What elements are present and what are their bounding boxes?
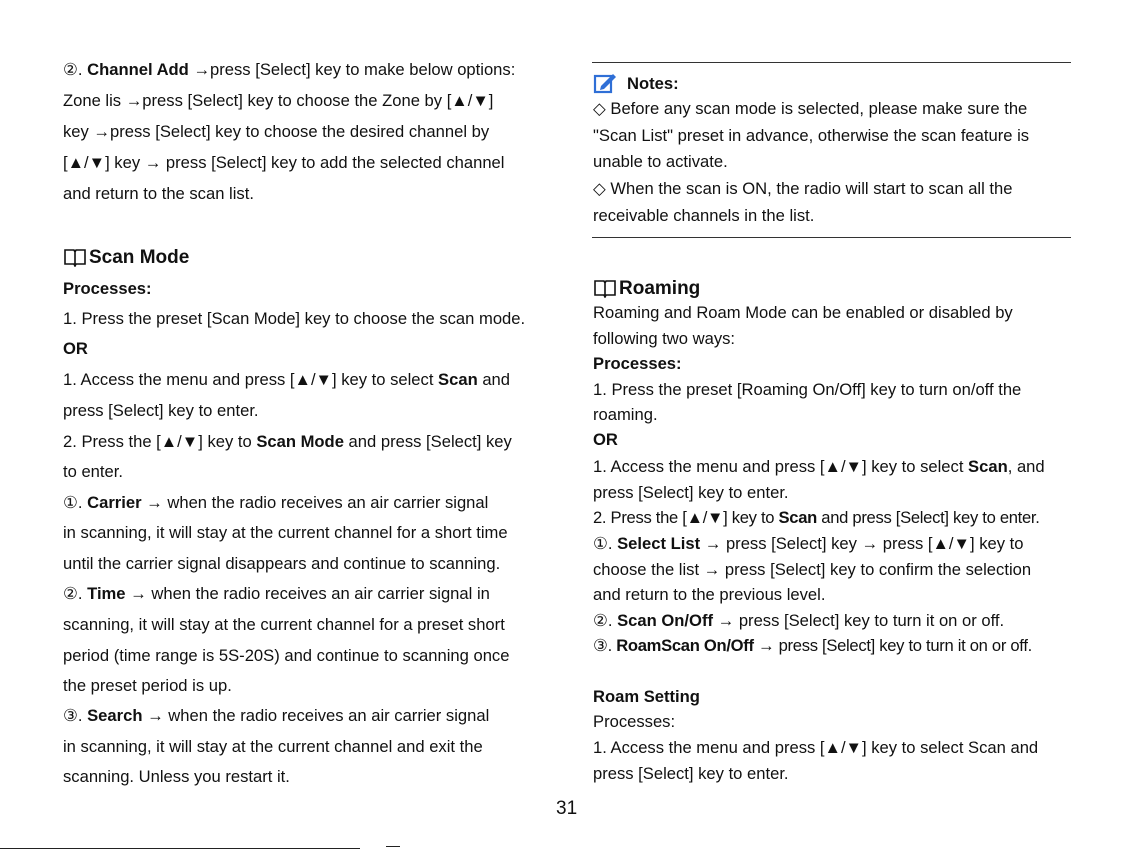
edit-note-icon — [593, 71, 619, 100]
footer-mark — [386, 846, 400, 847]
roam-setting-heading: Roam Setting — [593, 687, 700, 706]
notes-top-rule — [592, 62, 1071, 63]
footer-rule — [0, 848, 360, 849]
text-line: press [Select] key to enter. — [593, 764, 789, 783]
or-label: OR — [63, 339, 88, 358]
text-line: 1. Access the menu and press [▲/▼] key to select Scan and — [593, 738, 1039, 757]
carrier-line: ①. Carrier → when the radio receives an air carrier signal — [63, 493, 489, 512]
notes-bottom-rule — [592, 237, 1071, 238]
text-line: period (time range is 5S-20S) and continue to scanning once — [63, 646, 510, 665]
text-line: key →press [Select] key to choose the desired channel by — [63, 122, 490, 141]
text-line: the preset period is up. — [63, 676, 232, 695]
select-list-line: ①. Select List → press [Select] key → press [▲/▼] key to — [593, 534, 1024, 553]
text-line: until the carrier signal disappears and continue to scanning. — [63, 554, 501, 573]
note-line: ◇ Before any scan mode is selected, please make sure the — [593, 99, 1028, 118]
text-line: to enter. — [63, 462, 123, 481]
text-line: roaming. — [593, 405, 658, 424]
text-line: 1. Press the preset [Scan Mode] key to choose the scan mode. — [63, 309, 526, 328]
text-line: press [Select] key to enter. — [63, 401, 259, 420]
scan-mode-heading: Scan Mode — [63, 247, 189, 272]
scan-onoff-line: ②. Scan On/Off → press [Select] key to turn it on or off. — [593, 611, 1005, 630]
processes-label: Processes: — [593, 712, 676, 731]
text-line: 2. Press the [▲/▼] key to Scan Mode and press [Select] key — [63, 432, 512, 451]
text-line: and return to the previous level. — [593, 585, 826, 604]
book-icon — [593, 278, 617, 303]
processes-label: Processes: — [593, 354, 682, 373]
text-line: 2. Press the [▲/▼] key to Scan and press [Select] key to enter. — [593, 508, 1040, 527]
search-line: ③. Search → when the radio receives an air carrier signal — [63, 706, 490, 725]
book-icon — [63, 247, 87, 272]
processes-label: Processes: — [63, 279, 152, 298]
roamscan-onoff-line: ③. RoamScan On/Off → press [Select] key to turn it on or off. — [593, 636, 1032, 655]
text-line: choose the list → press [Select] key to confirm the selection — [593, 560, 1032, 579]
channel-add-line: ②. Channel Add →press [Select] key to make below options: — [63, 60, 516, 79]
note-line: receivable channels in the list. — [593, 206, 815, 225]
or-label: OR — [593, 430, 618, 449]
text-line: following two ways: — [593, 329, 736, 348]
text-line: scanning. Unless you restart it. — [63, 767, 290, 786]
text-line: [▲/▼] key → press [Select] key to add the selected channel — [63, 153, 505, 172]
text-line: in scanning, it will stay at the current channel and exit the — [63, 737, 483, 756]
note-line: unable to activate. — [593, 152, 728, 171]
text-line: Zone lis →press [Select] key to choose the Zone by [▲/▼] — [63, 91, 494, 110]
notes-heading: Notes: — [593, 71, 679, 100]
text-line: in scanning, it will stay at the current channel for a short time — [63, 523, 508, 542]
text-line: 1. Access the menu and press [▲/▼] key to select Scan, and — [593, 457, 1045, 476]
text-line: press [Select] key to enter. — [593, 483, 789, 502]
text-line: 1. Access the menu and press [▲/▼] key to select Scan and — [63, 370, 511, 389]
time-line: ②. Time → when the radio receives an air carrier signal in — [63, 584, 490, 603]
note-line: "Scan List" preset in advance, otherwise the scan feature is — [593, 126, 1030, 145]
text-line: and return to the scan list. — [63, 184, 254, 203]
roaming-heading: Roaming — [593, 278, 700, 303]
text-line: scanning, it will stay at the current channel for a preset short — [63, 615, 505, 634]
note-line: ◇ When the scan is ON, the radio will start to scan all the — [593, 179, 1013, 198]
page-number: 31 — [556, 798, 578, 819]
text-line: Roaming and Roam Mode can be enabled or disabled by — [593, 303, 1013, 322]
text-line: 1. Press the preset [Roaming On/Off] key to turn on/off the — [593, 380, 1022, 399]
